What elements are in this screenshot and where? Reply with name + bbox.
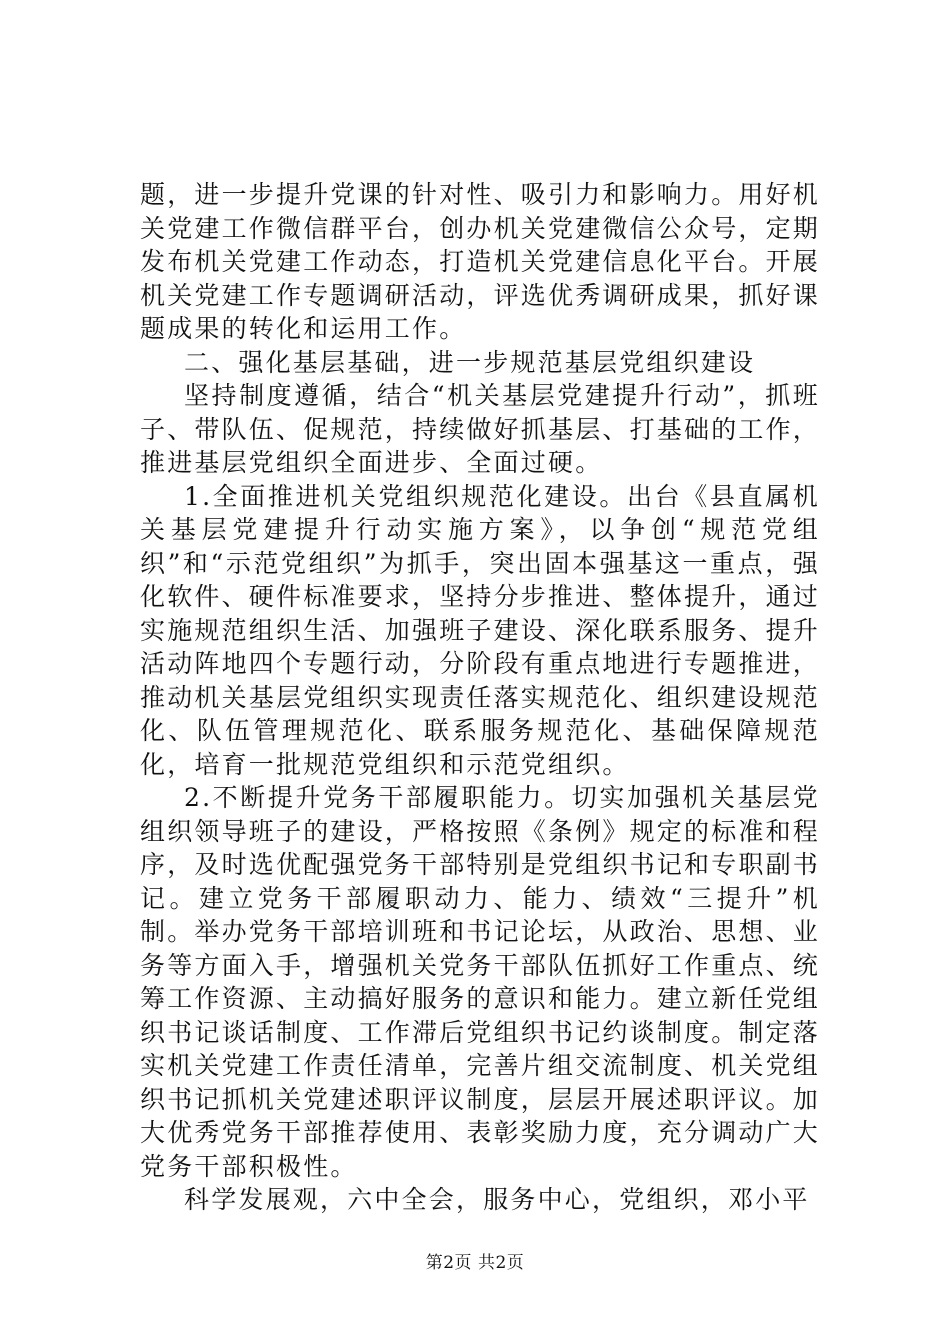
section-heading: 二、强化基层基础，进一步规范基层党组织建设 <box>184 347 756 377</box>
body-paragraph-item-2: 2.不断提升党务干部履职能力。切实加强机关基层党组织领导班子的建设，严格按照《条例》规定的标准和程序，及时选优配强党务干部特别是党组织书记和专职副书记。建立党务干部履职动力、能力、绩效“三提升”机制。举办党务干部培训班和书记论坛，从政治、思想、业务等方面入手，增强机关党务干部队伍抓好工作重点、统筹工作资源、主动搞好服务的意识和能力。建立新任党组织书记谈话制度、工作滞后党组织书记约谈制度。制定落实机关党建工作责任清单，完善片组交流制度、机关党组织书记抓机关党建述职评议制度，层层开展述职评议。加大优秀党务干部推荐使用、表彰奖励力度，充分调动广大党务干部积极性。 <box>140 783 821 1181</box>
body-paragraph-intro: 坚持制度遵循，结合“机关基层党建提升行动”，抓班子、带队伍、促规范，持续做好抓基层、打基础的工作，推进基层党组织全面进步、全面过硬。 <box>140 381 821 477</box>
keywords-line: 科学发展观，六中全会，服务中心，党组织，邓小平 <box>184 1185 810 1214</box>
body-paragraph-item-1: 1.全面推进机关党组织规范化建设。出台《县直属机关基层党建提升行动实施方案》，以争创“规范党组织”和“示范党组织”为抓手，突出固本强基这一重点，强化软件、硬件标准要求，坚持分步推进、整体提升，通过实施规范组织生活、加强班子建设、深化联系服务、提升活动阵地四个专题行动，分阶段有重点地进行专题推进，推动机关基层党组织实现责任落实规范化、组织建设规范化、队伍管理规范化、联系服务规范化、基础保障规范化，培育一批规范党组织和示范党组织。 <box>140 481 821 779</box>
body-paragraph-continuation: 题，进一步提升党课的针对性、吸引力和影响力。用好机关党建工作微信群平台，创办机关党建微信公众号，定期发布机关党建工作动态，打造机关党建信息化平台。开展机关党建工作专题调研活动，评选优秀调研成果，抓好课题成果的转化和运用工作。 <box>140 180 821 343</box>
document-body <box>140 178 820 1217</box>
page-footer: 第2页 共2页 <box>425 1253 525 1273</box>
